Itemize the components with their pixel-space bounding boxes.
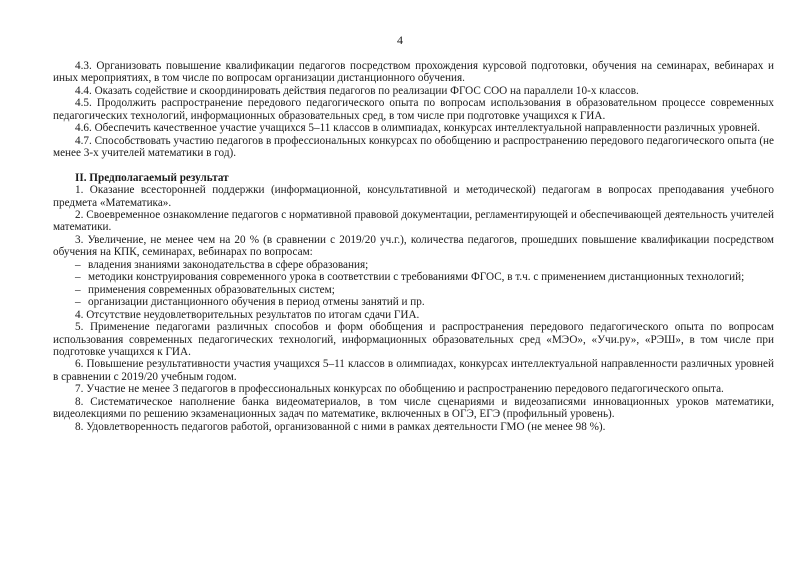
- result-4: 4. Отсутствие неудовлетворительных результатов по итогам сдачи ГИА.: [75, 308, 420, 321]
- result-5: 5. Применение педагогами различных способов и форм обобщения и распространения передового педагогического опыта по вопросам использования современных педагогических технологий, информационных образовательных сред «МЭО», «Учи.ру», «РЭШ», в том числе при подготовке учащихся к ГИА.: [53, 321, 774, 358]
- list-item: [53, 259, 774, 271]
- list-item-text: организации дистанционного обучения в период отмены занятий и пр.: [88, 296, 425, 309]
- task-4-5: 4.5. Продолжить распространение передового педагогического опыта по вопросам использования в образовательном процессе современных педагогических технологий, информационных образовательных сред, в том числе при подготовке учащихся к ГИА.: [53, 97, 774, 122]
- list-item: [53, 271, 774, 283]
- result-8a: 8. Систематическое наполнение банка видеоматериалов, в том числе сценариями и видеозаписями инновационных уроков математики, видеолекциями по решению экзаменационных задач по математике, включенных в ОГЭ, ЕГЭ (профильный уровень).: [53, 395, 774, 421]
- list-item: [53, 284, 774, 296]
- result-1: 1. Оказание всесторонней поддержки (информационной, консультативной и методической) педагогам в вопросах преподавания учебного предмета «Математика».: [53, 184, 774, 209]
- list-item: [53, 296, 774, 308]
- result-6: 6. Повышение результативности участия учащихся 5–11 классов в олимпиадах, конкурсах интеллектуальной направленности различных уровней в сравнении с 2019/20 учебным годом.: [53, 358, 774, 383]
- dash-bullet: –: [75, 296, 81, 309]
- section-heading: II. Предполагаемый результат: [75, 171, 229, 184]
- task-4-7: 4.7. Способствовать участию педагогов в профессиональных конкурсах по обобщению и распространению передового педагогического опыта (не менее 3-х учителей математики в год).: [53, 134, 774, 160]
- page-number: 4: [397, 33, 403, 47]
- task-4-3: 4.3. Организовать повышение квалификации педагогов посредством прохождения курсовой подготовки, обучения на семинарах, вебинарах и иных мероприятиях, в том числе по вопросам организации дистанционного обучения.: [53, 60, 774, 85]
- task-4-6: 4.6. Обеспечить качественное участие учащихся 5–11 классов в олимпиадах, конкурсах интеллектуальной направленности различных уровней.: [75, 122, 761, 135]
- result-3: 3. Увеличение, не менее чем на 20 % (в сравнении с 2019/20 уч.г.), количества педагогов, прошедших повышение квалификации посредством обучения на КПК, семинарах, вебинарах по вопросам:: [53, 233, 774, 259]
- list-item-text: методики конструирования современного урока в соответствии с требованиями ФГОС, в т.ч. с применением дистанционных технологий;: [88, 271, 745, 284]
- list-item-text: владения знаниями законодательства в сфере образования;: [88, 258, 369, 271]
- result-7: 7. Участие не менее 3 педагогов в профессиональных конкурсах по обобщению и распространению передового педагогического опыта.: [75, 383, 724, 396]
- dash-bullet: –: [75, 283, 81, 296]
- document-body: [53, 60, 774, 433]
- result-3-list: [53, 259, 774, 309]
- task-4-4: 4.4. Оказать содействие и скоординировать действия педагогов по реализации ФГОС СОО на параллели 10-х классов.: [75, 84, 639, 97]
- result-8b: 8. Удовлетворенность педагогов работой, организованной с ними в рамках деятельности ГМО (не менее 98 %).: [75, 420, 606, 433]
- result-2: 2. Своевременное ознакомление педагогов с нормативной правовой документации, регламентирующей и обеспечивающей деятельность учителей математики.: [53, 208, 774, 234]
- dash-bullet: –: [75, 271, 81, 284]
- list-item-text: применения современных образовательных систем;: [88, 283, 335, 296]
- dash-bullet: –: [75, 258, 81, 271]
